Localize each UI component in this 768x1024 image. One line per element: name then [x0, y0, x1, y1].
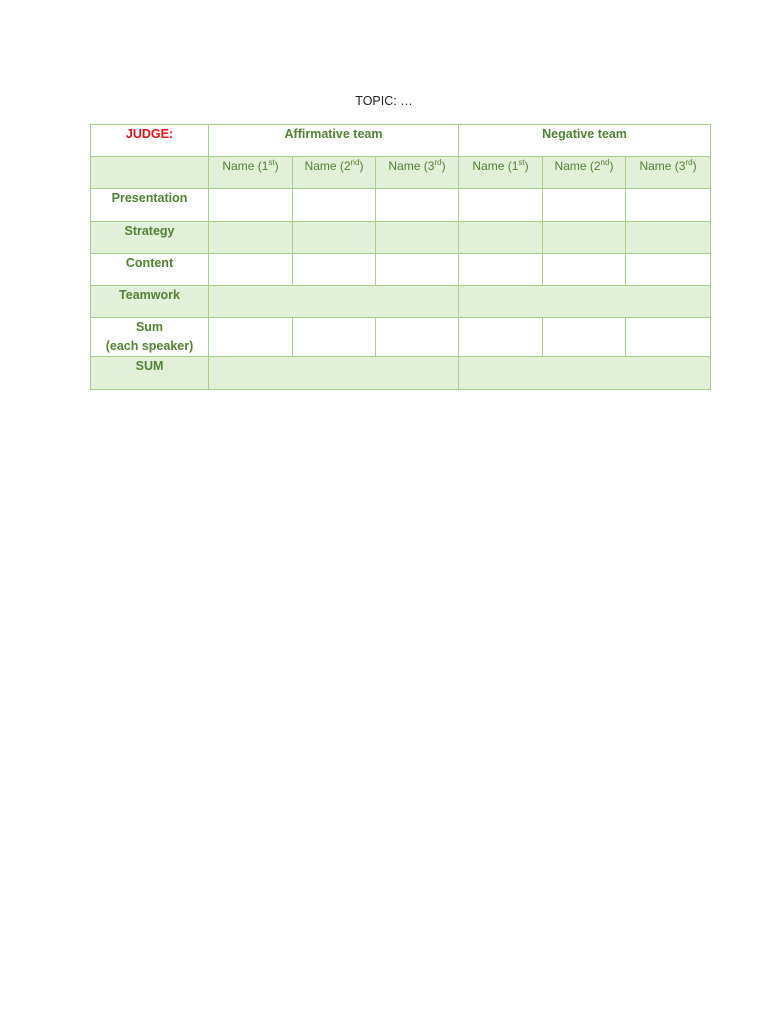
negative-speaker-1-name[interactable]: Name (1st) [459, 157, 543, 189]
score-cell[interactable] [459, 318, 543, 357]
teamwork-row [91, 286, 711, 318]
score-cell[interactable] [209, 222, 293, 254]
speaker-names-row [91, 157, 711, 189]
negative-total-cell[interactable] [459, 357, 711, 390]
judge-label: JUDGE: [91, 125, 209, 157]
affirmative-speaker-3-name[interactable]: Name (3rd) [376, 157, 459, 189]
negative-speaker-3-name[interactable]: Name (3rd) [626, 157, 711, 189]
score-cell[interactable] [543, 222, 626, 254]
score-cell[interactable] [293, 318, 376, 357]
score-cell[interactable] [543, 254, 626, 286]
score-cell[interactable] [376, 318, 459, 357]
affirmative-speaker-1-name[interactable]: Name (1st) [209, 157, 293, 189]
negative-teamwork-cell[interactable] [459, 286, 711, 318]
sum-each-speaker-label [91, 318, 209, 357]
debate-score-table [90, 124, 711, 390]
score-cell[interactable] [209, 189, 293, 222]
affirmative-total-cell[interactable] [209, 357, 459, 390]
score-cell[interactable] [376, 254, 459, 286]
score-cell[interactable] [376, 189, 459, 222]
score-cell[interactable] [209, 318, 293, 357]
score-cell[interactable] [459, 254, 543, 286]
content-label: Content [91, 254, 209, 286]
score-cell[interactable] [209, 254, 293, 286]
teamwork-label: Teamwork [91, 286, 209, 318]
score-cell[interactable] [293, 189, 376, 222]
strategy-label: Strategy [91, 222, 209, 254]
header-row [91, 125, 711, 157]
affirmative-speaker-2-name[interactable]: Name (2nd) [293, 157, 376, 189]
score-cell[interactable] [626, 318, 711, 357]
sum-each-speaker-row [91, 318, 711, 357]
negative-team-header: Negative team [459, 125, 711, 157]
score-cell[interactable] [543, 318, 626, 357]
strategy-row [91, 222, 711, 254]
score-cell[interactable] [626, 254, 711, 286]
sum-label-line1: Sum [135, 320, 164, 334]
blank-cell [91, 157, 209, 189]
score-cell[interactable] [626, 222, 711, 254]
presentation-row [91, 189, 711, 222]
score-cell[interactable] [459, 189, 543, 222]
affirmative-team-header: Affirmative team [209, 125, 459, 157]
score-cell[interactable] [293, 222, 376, 254]
score-cell[interactable] [293, 254, 376, 286]
total-sum-row [91, 357, 711, 390]
sum-label-line2: (each speaker) [105, 339, 194, 353]
negative-speaker-2-name[interactable]: Name (2nd) [543, 157, 626, 189]
topic-heading: TOPIC: … [355, 94, 413, 108]
content-row [91, 254, 711, 286]
score-cell[interactable] [626, 189, 711, 222]
total-sum-label: SUM [91, 357, 209, 390]
score-cell[interactable] [376, 222, 459, 254]
presentation-label: Presentation [91, 189, 209, 222]
score-cell[interactable] [543, 189, 626, 222]
affirmative-teamwork-cell[interactable] [209, 286, 459, 318]
score-cell[interactable] [459, 222, 543, 254]
